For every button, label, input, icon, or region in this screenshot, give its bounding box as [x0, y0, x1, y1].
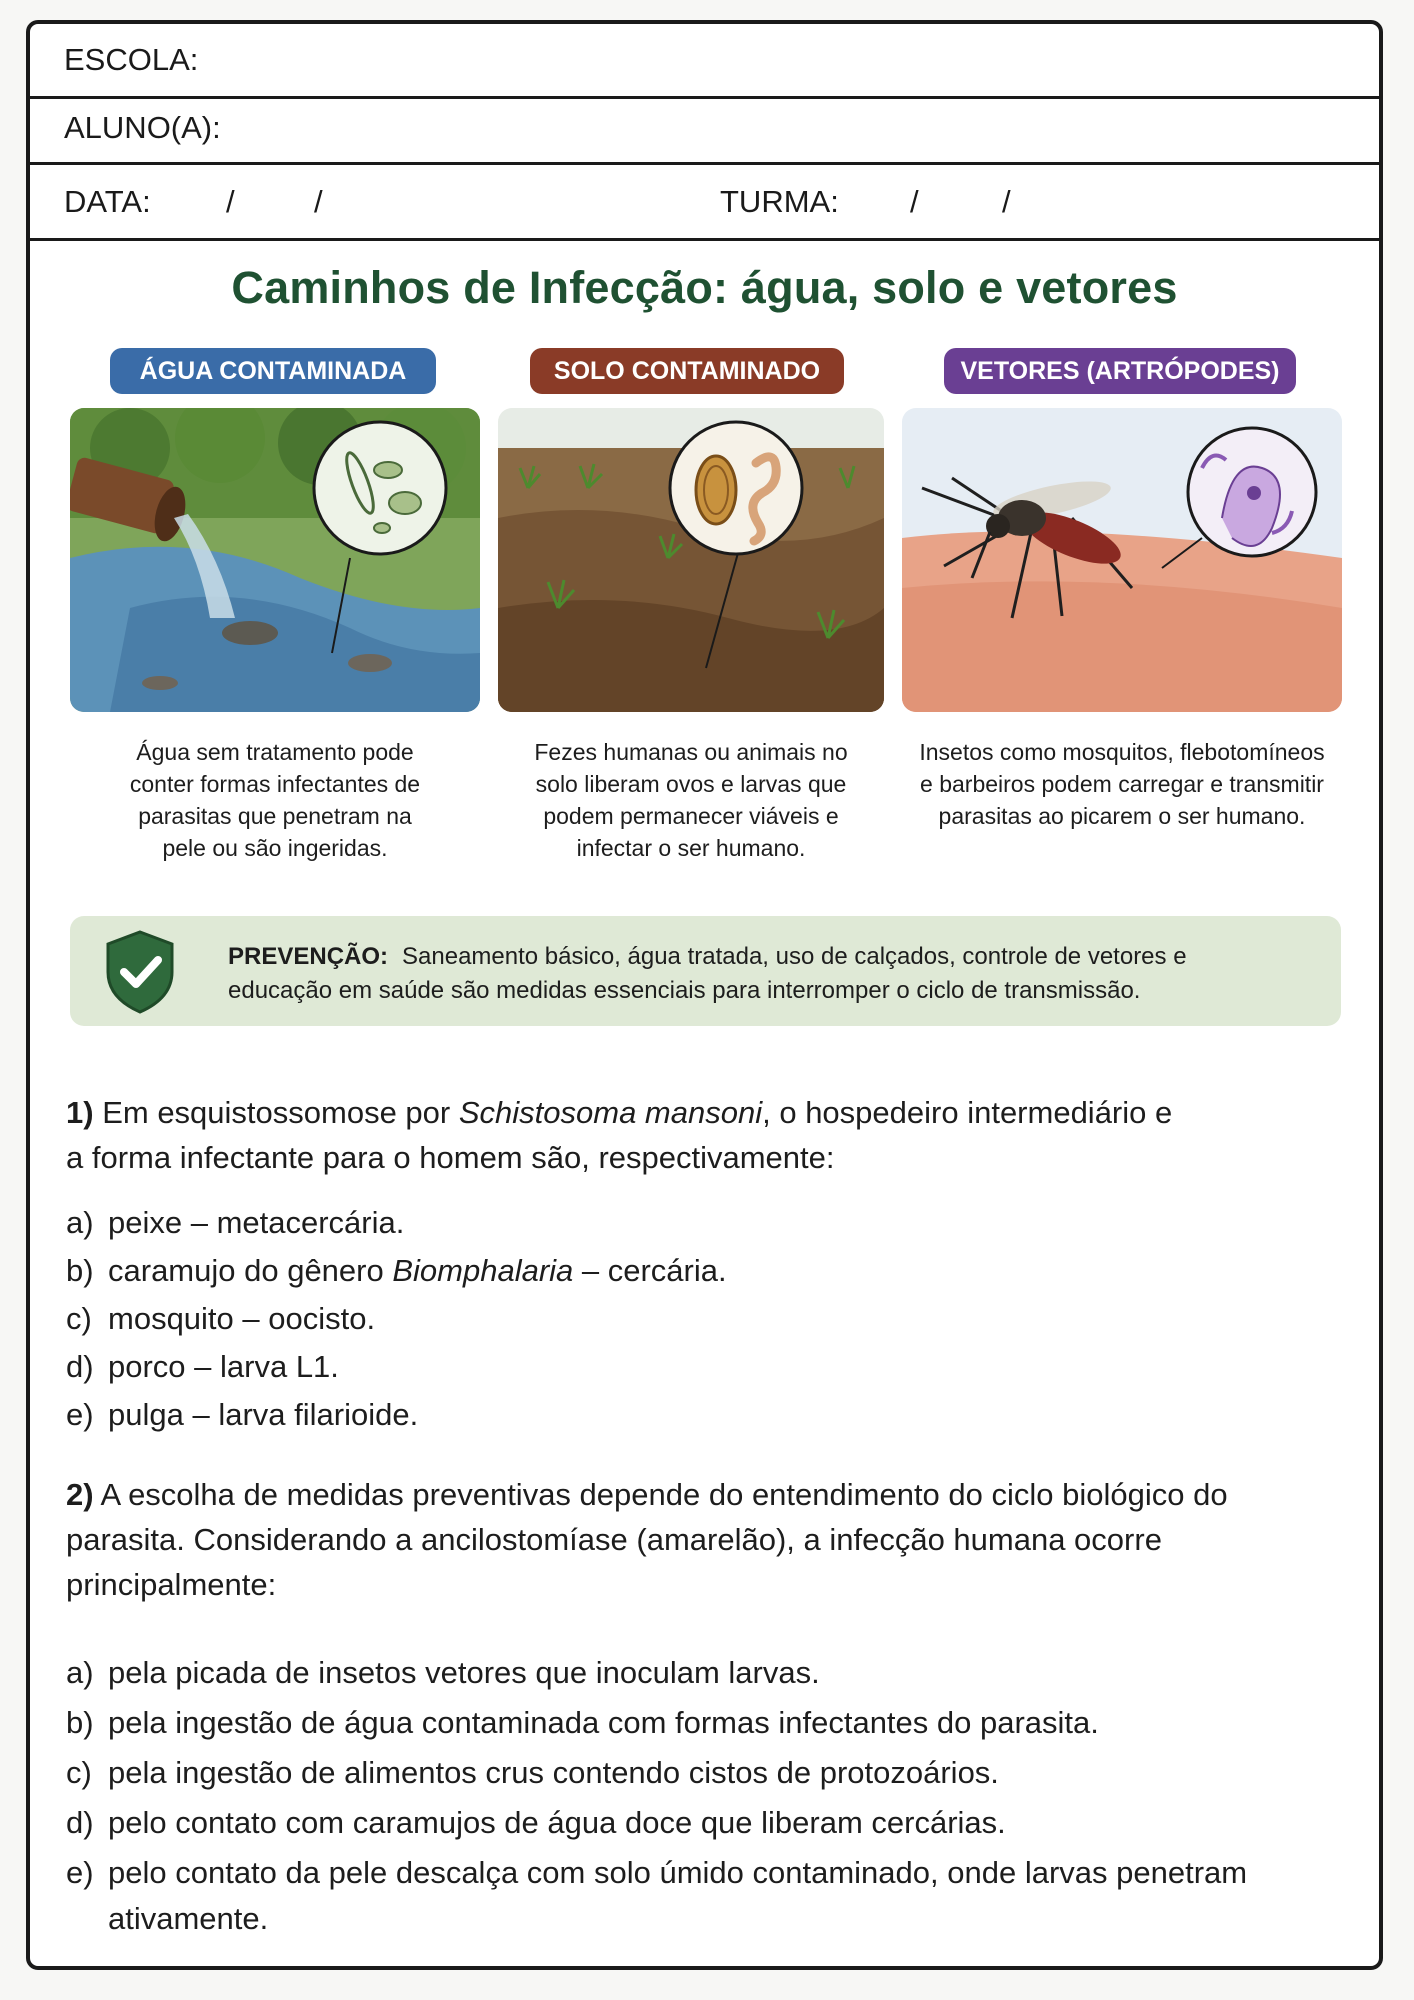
option-text: pela picada de insetos vetores que inoculam larvas.: [108, 1655, 820, 1690]
escola-label: ESCOLA:: [64, 42, 199, 77]
option-text: pulga – larva filarioide.: [108, 1397, 419, 1432]
option-text: pelo contato da pele descalça com solo úmido contaminado, onde larvas penetram ativamente.: [108, 1855, 1248, 1936]
caption-solo-line: solo liberam ovos e larvas que: [535, 771, 847, 797]
question-1-option-b[interactable]: [66, 1248, 727, 1294]
turma-slash-2: /: [1002, 184, 1011, 219]
option-text: porco – larva L1.: [108, 1349, 339, 1384]
option-letter: a): [66, 1205, 94, 1240]
prevention-line-1: Saneamento básico, água tratada, uso de calçados, controle de vetores e: [402, 943, 1187, 970]
header-row-aluno: [30, 96, 1379, 165]
question-2-text: A escolha de medidas preventivas depende do entendimento do ciclo biológico do: [100, 1477, 1228, 1512]
turma-label: TURMA:: [720, 184, 839, 219]
caption-agua-line: Água sem tratamento pode: [136, 739, 414, 765]
question-1-text: Em esquistossomose por: [102, 1095, 459, 1130]
pill-vetores: VETORES (ARTRÓPODES): [944, 348, 1296, 394]
option-genus: Biomphalaria: [392, 1253, 574, 1288]
question-2-option-e[interactable]: [66, 1850, 1298, 1942]
option-letter: e): [66, 1855, 94, 1890]
option-letter: d): [66, 1349, 94, 1384]
question-1-stem: [66, 1090, 1172, 1180]
data-slash-2: /: [314, 184, 323, 219]
question-2-text: parasita. Considerando a ancilostomíase (amarelão), a infecção humana ocorre: [66, 1522, 1162, 1557]
prevention-label: PREVENÇÃO:: [228, 943, 389, 970]
caption-vetores-line: e barbeiros podem carregar e transmitir: [920, 771, 1324, 797]
header-row-escola: [30, 24, 1379, 99]
question-2-number: 2): [66, 1477, 94, 1512]
question-1-option-e[interactable]: [66, 1392, 418, 1438]
question-2-text: principalmente:: [66, 1567, 277, 1602]
caption-agua-line: parasitas que penetram na: [138, 803, 412, 829]
question-2-option-d[interactable]: [66, 1800, 1298, 1846]
option-text: – cercária.: [573, 1253, 727, 1288]
question-1-text: , o hospedeiro intermediário e: [762, 1095, 1173, 1130]
page-title: Caminhos de Infecção: água, solo e vetores: [231, 262, 1178, 313]
option-letter: c): [66, 1755, 92, 1790]
data-label: DATA:: [64, 184, 151, 219]
turma-slash-1: /: [910, 184, 919, 219]
caption-agua: [90, 736, 460, 864]
pill-solo-contaminado: SOLO CONTAMINADO: [530, 348, 844, 394]
question-2-option-c[interactable]: [66, 1750, 1298, 1796]
caption-solo-line: infectar o ser humano.: [576, 835, 806, 861]
option-letter: e): [66, 1397, 94, 1432]
option-text: pelo contato com caramujos de água doce que liberam cercárias.: [108, 1805, 1006, 1840]
aluno-label: ALUNO(A):: [64, 110, 221, 145]
option-text: pela ingestão de alimentos crus contendo cistos de protozoários.: [108, 1755, 999, 1790]
caption-solo: [510, 736, 872, 864]
option-text: pela ingestão de água contaminada com formas infectantes do parasita.: [108, 1705, 1099, 1740]
option-letter: c): [66, 1301, 92, 1336]
question-2-stem: [66, 1472, 1228, 1607]
question-1-text: a forma infectante para o homem são, respectivamente:: [66, 1140, 835, 1175]
question-1-number: 1): [66, 1095, 94, 1130]
option-letter: b): [66, 1253, 94, 1288]
data-slash-1: /: [226, 184, 235, 219]
option-text: mosquito – oocisto.: [108, 1301, 376, 1336]
prevention-text: [228, 940, 1308, 1008]
question-2-option-b[interactable]: [66, 1700, 1298, 1746]
prevention-box: [70, 916, 1341, 1026]
shield-check-icon: [102, 928, 178, 1016]
option-letter: b): [66, 1705, 94, 1740]
caption-vetores: [902, 736, 1342, 832]
mosquito-illustration: [902, 408, 1342, 712]
option-letter: a): [66, 1655, 94, 1690]
option-text: caramujo do gênero: [108, 1253, 393, 1288]
caption-agua-line: pele ou são ingeridas.: [162, 835, 388, 861]
caption-solo-line: Fezes humanas ou animais no: [534, 739, 848, 765]
pill-agua-contaminada: ÁGUA CONTAMINADA: [110, 348, 436, 394]
question-1-option-c[interactable]: [66, 1296, 375, 1342]
prevention-line-2: educação em saúde são medidas essenciais para interromper o ciclo de transmissão.: [228, 977, 1141, 1004]
soil-illustration: [498, 408, 884, 712]
question-1-species: Schistosoma mansoni: [458, 1095, 763, 1130]
worksheet: [26, 20, 1383, 1970]
header-row-data-turma: [30, 162, 1379, 241]
caption-solo-line: podem permanecer viáveis e: [543, 803, 839, 829]
water-illustration: [70, 408, 480, 712]
question-1-option-d[interactable]: [66, 1344, 339, 1390]
question-1-option-a[interactable]: [66, 1200, 404, 1246]
caption-agua-line: conter formas infectantes de: [129, 771, 421, 797]
caption-vetores-line: Insetos como mosquitos, flebotomíneos: [919, 739, 1325, 765]
caption-vetores-line: parasitas ao picarem o ser humano.: [938, 803, 1306, 829]
question-2-option-a[interactable]: [66, 1650, 1298, 1696]
option-text: peixe – metacercária.: [108, 1205, 405, 1240]
option-letter: d): [66, 1805, 94, 1840]
